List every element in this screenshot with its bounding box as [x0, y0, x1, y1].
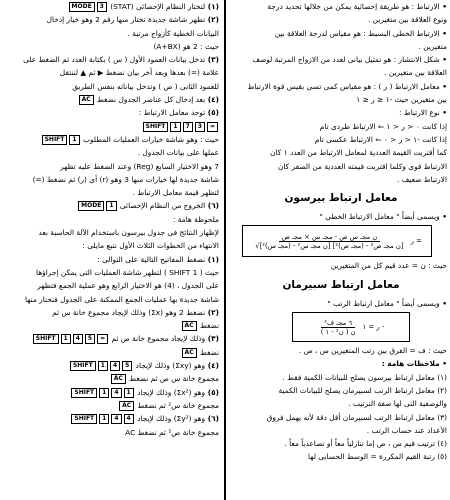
step-line: [0, 199, 222, 212]
calculator-key: 5: [85, 334, 95, 344]
note-line: الأعداد عند حساب الرتب .: [366, 425, 447, 435]
step-number: (٤): [205, 361, 219, 371]
notes-title: • ملاحظات هامة :: [232, 357, 450, 370]
calculator-key: SHIFT: [143, 122, 169, 132]
calculator-keys: [77, 201, 117, 211]
text-line: ونوع العلاقة بين متغيرين .: [367, 15, 447, 25]
calculator-keys: [181, 348, 198, 358]
step-text: مجموع خانة س ص ثم نضغط: [129, 374, 219, 384]
step-line: [0, 319, 222, 332]
calculator-key: 1: [98, 361, 108, 371]
calculator-key: 4: [111, 388, 121, 398]
step-text: وهو (Σy²) وذلك لإيجاد: [137, 414, 206, 424]
note-line: (٤) ترتيب قيم س ، ص إما تنازلياً معاً أو تصاعدياً معاً .: [284, 439, 447, 449]
text-line: إذا كانت -١ < ر < ٠ ⇐ الارتباط عكسى تام: [314, 134, 447, 144]
step-text: شاشة جديدة بها عمليات الجمع الممكنة على الجدول فنختار منها: [24, 294, 219, 304]
step-text: لتظهر قيمة معامل الارتباط .: [132, 188, 219, 198]
step-text: لإظهار النتائج فى جدول بيرسون باستخدام الآلة الحاسبة بعد: [38, 228, 219, 238]
calculator-key: SHIFT: [71, 414, 97, 424]
step-text: شاشة جديدة لها خيارات منها 3 وهو (r) أى (ر) ثم نضغط (=): [32, 174, 219, 184]
text-line: الارتباط ضعيف .: [397, 174, 447, 184]
pearson-formula: [242, 225, 432, 257]
calculator-key: MODE: [78, 201, 104, 211]
step-line: [0, 399, 222, 412]
step-line: [0, 160, 222, 173]
step-line: [0, 40, 222, 53]
step-text: بعد إدخال كل عناصر الجدول نضغط: [97, 95, 206, 105]
calculator-key: AC: [79, 95, 94, 105]
text-line: إذا كانت ٠ < ر < ١ ⇐ الارتباط طردى تام: [319, 121, 447, 131]
pearson-lhs: ر =: [410, 237, 422, 246]
spearman-heading: معامل ارتباط سبيرمان: [282, 278, 400, 291]
calculator-keys: [142, 122, 219, 132]
spearman-numerator: ٦ مجـ ف²: [321, 319, 355, 328]
calculator-key: 1: [99, 414, 109, 424]
calculator-key: 1: [170, 122, 180, 132]
calculator-keys: [110, 374, 127, 384]
step-number: (٦): [205, 201, 219, 211]
step-line: [0, 80, 222, 93]
pearson-heading: معامل ارتباط بيرسون: [284, 192, 398, 205]
step-text: وهو (Σx²) وذلك لإيجاد: [137, 387, 206, 397]
pearson-numerator: ن مجـ س ص - مجـ س × مجـ ص: [279, 233, 381, 242]
calculator-key: SHIFT: [33, 334, 59, 344]
text-line: متغيرين .: [418, 41, 447, 51]
step-line: [0, 412, 222, 425]
step-text: تدخل بيانات العمود الأول ( س ) بكتابة العدد ثم الضغط على: [23, 55, 206, 65]
step-number: (١): [205, 2, 219, 11]
step-line: [0, 359, 222, 372]
step-line: [0, 53, 222, 66]
calculator-key: SHIFT: [71, 388, 97, 398]
calculator-key: 4: [110, 361, 120, 371]
step-text: على الجدول ، (4) هو الاختيار الرابع وهو عملية الجمع فتظهر: [37, 281, 219, 291]
step-text: تظهر شاشة جديدة تختار منها رقم 2 وهو خيار إدخال: [46, 15, 206, 25]
text-line: بين متغيرين حيث -١ ≤ ر ≤ ١: [356, 95, 447, 105]
step-text: وذلك لإيجاد مجموع خانة ص ثم: [111, 334, 206, 344]
step-text: وهو (Σxy) وذلك لإيجاد: [135, 361, 206, 371]
step-line: [0, 13, 222, 26]
calculator-keys: [70, 388, 134, 398]
spearman-denominator: ن ( ن² - ١ ): [320, 327, 356, 336]
note-line: والوصفية التى لها صفة الترتيب .: [348, 399, 447, 409]
calculator-key: 4: [111, 414, 121, 424]
calculator-key: MODE: [69, 2, 95, 12]
step-line: [0, 346, 222, 359]
step-line: [0, 213, 222, 226]
calculator-keys: [32, 334, 109, 344]
pearson-fraction: [252, 233, 406, 250]
pearson-denominator: √[ن مجـ س² - (مجـ س)²] [ن مجـ ص² - (مجـ ص)²]: [255, 241, 404, 250]
step-line: [0, 306, 222, 319]
step-text: حيث : وهو شاشة خيارات العمليات المطلوب: [82, 134, 219, 144]
calculator-keys: [41, 135, 81, 145]
step-text: نضغط 2 وهو (Σx) وذلك لإيجاد مجموع خانة س ثم: [52, 307, 206, 317]
calculator-key: =: [97, 334, 108, 344]
step-line: [0, 426, 222, 439]
column-divider: [224, 0, 226, 500]
pearson-intro: • ويسمى أيضاً " معامل الارتباط الخطى ": [232, 210, 450, 223]
text-line: • الارتباط الخطى البسيط : هو مقياس لدرجة العلاقة بين: [232, 27, 450, 40]
step-number: (٣): [205, 55, 219, 65]
step-text: نضغط المفاتيح التالية على التوالى :: [97, 254, 206, 264]
text-line: • معامل الارتباط ( ر ) : هو مقياس كمى تسى بقيس قوة الارتباط: [232, 80, 450, 93]
step-line: [0, 173, 222, 186]
step-number: (٤): [205, 95, 219, 105]
step-number: (٢): [205, 15, 219, 25]
step-line: [0, 120, 222, 133]
calculator-keys: [69, 361, 133, 371]
calculator-key: 1: [99, 388, 109, 398]
step-line: [0, 332, 222, 345]
spearman-formula: [292, 312, 410, 342]
calculator-key: SHIFT: [70, 361, 96, 371]
calculator-keys: [70, 414, 134, 424]
spearman-lhs: ر = ١ -: [362, 323, 385, 332]
step-text: لتختار النظام الإحصائى (STAT): [110, 2, 206, 11]
calculator-key: 5: [122, 361, 132, 371]
note-line: (٢) معامل ارتباط الرتب لسبيرمان يصلح للبيانات الكمية: [278, 385, 447, 395]
left-column: [0, 0, 222, 500]
calculator-key: 1: [69, 135, 79, 145]
text-line: • نوع الارتباط :: [232, 106, 450, 119]
step-line: [0, 66, 222, 79]
calculator-key: 1: [106, 201, 116, 211]
spearman-note: حيث : ف = الفرق بين رتب المتغيرين س ، ص .: [299, 346, 447, 356]
step-text: عملها على بيانات الجدول .: [137, 148, 219, 158]
step-text: توجد معامل الارتباط :: [138, 108, 206, 118]
step-text: الخروج من النظام الإحصائى: [119, 201, 206, 211]
step-text: ملحوظة هامة :: [172, 214, 219, 224]
calculator-key: AC: [111, 374, 126, 384]
step-line: [0, 293, 222, 306]
pearson-note: حيث : ن = عدد قيم كل من المتغيرين: [330, 261, 447, 271]
step-line: [0, 106, 222, 119]
step-number: (٣): [205, 334, 219, 344]
step-text: الانتهاء من الخطوات الثلاث الأول نتبع مايلى :: [82, 241, 219, 251]
note-line: (١) معامل ارتباط بيرسون يصلح للبيانات الكمية فقط .: [282, 372, 447, 382]
step-line: [0, 239, 222, 252]
step-line: [0, 93, 222, 106]
step-line: [0, 186, 222, 199]
step-line: [0, 27, 222, 40]
calculator-key: SHIFT: [42, 135, 68, 145]
calculator-key: 1: [124, 388, 134, 398]
calculator-keys: [68, 2, 108, 12]
step-number: (٥): [205, 387, 219, 397]
step-line: [0, 133, 222, 146]
step-line: [0, 386, 222, 399]
calculator-key: 1: [61, 334, 71, 344]
step-text: نضغط: [199, 347, 219, 357]
note-line: (٣) معامل ارتباط الرتب لسبيرمان أقل دقة لأنه يهمل فروق: [266, 412, 447, 422]
step-text: حيث : 2 هو (A+BX): [153, 41, 219, 51]
calculator-key: 3: [97, 2, 107, 12]
text-line: • الارتباط : هو طريقة إحصائية يمكن من خلالها تحديد درجة: [232, 0, 450, 13]
step-line: [0, 253, 222, 266]
step-number: (١): [205, 254, 219, 264]
step-line: [0, 279, 222, 292]
step-text: البيانات الخطية كأزواج مرتبة .: [127, 28, 219, 38]
calculator-key: AC: [182, 321, 197, 331]
step-line: [0, 146, 222, 159]
calculator-keys: [118, 401, 135, 411]
text-line: كما أقتربت القيمة العددية لمعامل الارتباط من العدد ١ كان: [270, 148, 447, 158]
calculator-key: 3: [195, 122, 205, 132]
step-text: حيث ( SHIFT 1 ) لتظهر شاشة العمليات التى يمكن إجراؤها: [36, 267, 219, 277]
calculator-key: AC: [182, 348, 197, 358]
step-number: (٥): [205, 108, 219, 118]
text-line: • شكل الانتشار : هو تمثيل بيانى لعدد من الازواج المرتبة لوصف: [232, 53, 450, 66]
text-line: العلاقة بين متغيرين .: [384, 68, 447, 78]
step-text: للعمود الثانى ( ص ) وتدخل بياناته بنفس الطريق: [72, 81, 219, 91]
step-text: مجموع خانة ص² ثم نضغط AC: [125, 427, 219, 437]
text-line: الارتباط قوى وكلما اقتربت قيمته العددية من الصفر كان: [277, 161, 447, 171]
calculator-key: AC: [119, 401, 134, 411]
step-text: علامة (=) بعدها وبعد أخر بيان نضغط ▶ ثم ▲ لننتقل: [59, 68, 219, 78]
calculator-key: 4: [124, 414, 134, 424]
step-line: [0, 372, 222, 385]
calculator-key: =: [207, 122, 218, 132]
spearman-fraction: [318, 319, 359, 336]
right-column: [232, 0, 450, 500]
step-number: (٦): [205, 414, 219, 424]
calculator-key: 4: [73, 334, 83, 344]
spearman-intro: • ويسمى أيضاً " معامل ارتباط الرتب ": [232, 297, 450, 310]
step-line: [0, 226, 222, 239]
step-line: [0, 266, 222, 279]
calculator-keys: [78, 95, 95, 105]
step-number: (٢): [205, 307, 219, 317]
note-line: (٥) رتبة القيم المكررة = الوسط الحسابى لها: [308, 452, 447, 462]
step-text: مجموع خانة س² ثم نضغط: [137, 400, 219, 410]
calculator-key: 7: [183, 122, 193, 132]
step-text: نضغط: [199, 321, 219, 331]
calculator-keys: [181, 321, 198, 331]
step-text: 7 وهو الاختيار السابع (Reg) وعند الضغط عليه تظهر: [60, 161, 219, 171]
step-line: [0, 0, 222, 13]
